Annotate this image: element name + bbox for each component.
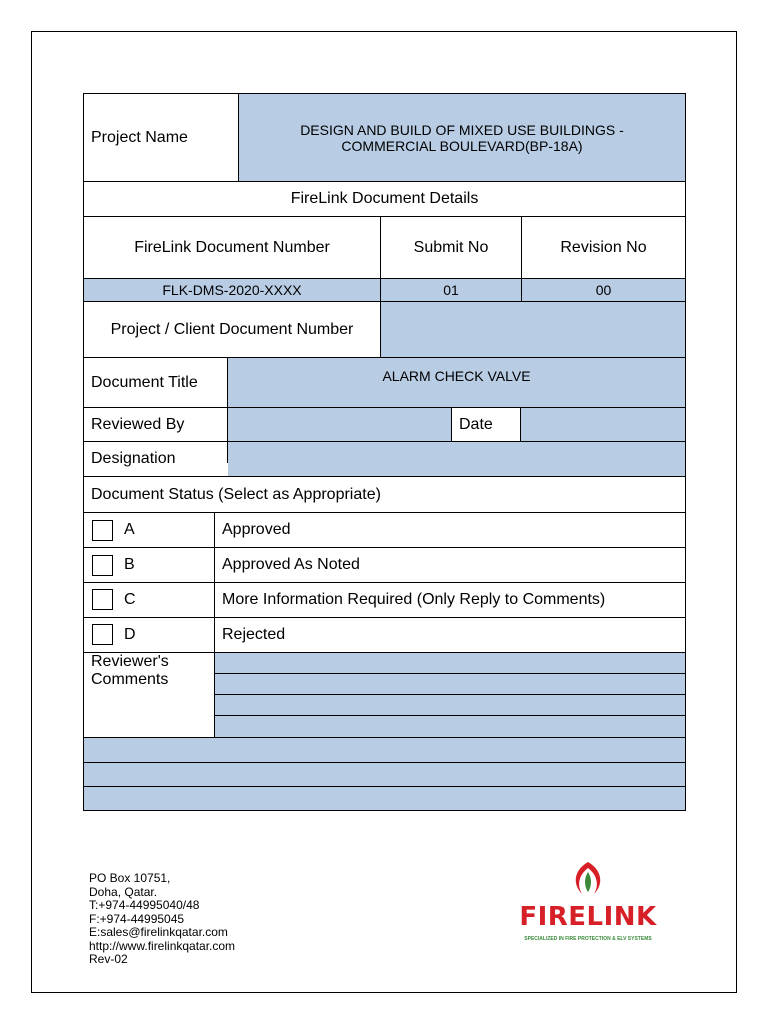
logo-tagline: SPECIALIZED IN FIRE PROTECTION & ELV SYSTEMS <box>524 936 652 942</box>
revision-no-value: 00 <box>522 279 685 301</box>
document-title-value: ALARM CHECK VALVE <box>228 358 685 407</box>
status-checkbox-b[interactable] <box>92 555 113 576</box>
submit-no-header: Submit No <box>413 238 489 256</box>
submit-no-value: 01 <box>381 279 521 301</box>
doc-number-header: FireLink Document Number <box>134 238 330 256</box>
contact-line-city: Doha, Qatar. <box>89 884 158 899</box>
status-code-b: B <box>124 556 135 573</box>
contact-info <box>89 872 235 967</box>
status-label-more-info: More Information Required (Only Reply to Comments) <box>222 591 606 608</box>
revision-label: Rev-02 <box>89 952 128 966</box>
status-code-d: D <box>124 626 136 643</box>
reviewed-by-label: Reviewed By <box>91 415 185 433</box>
status-checkbox-a[interactable] <box>92 520 113 541</box>
flame-icon <box>514 858 662 904</box>
designation-field[interactable] <box>228 442 685 476</box>
date-label: Date <box>459 415 493 433</box>
comment-line-3[interactable] <box>215 695 685 715</box>
revision-no-header: Revision No <box>560 238 647 256</box>
contact-line-email[interactable]: E:sales@firelinkqatar.com <box>89 925 228 939</box>
client-doc-number-field[interactable] <box>381 302 685 357</box>
contact-line-po-box: PO Box 10751, <box>89 871 171 885</box>
doc-number-value: FLK-DMS-2020-XXXX <box>84 279 380 301</box>
designation-label: Designation <box>91 450 176 467</box>
comment-line-6[interactable] <box>84 763 685 786</box>
status-checkbox-d[interactable] <box>92 624 113 645</box>
comment-line-5[interactable] <box>84 738 685 762</box>
document-status-heading: Document Status (Select as Appropriate) <box>91 485 381 503</box>
comment-line-1[interactable] <box>215 653 685 673</box>
status-checkbox-c[interactable] <box>92 589 113 610</box>
client-doc-number-label: Project / Client Document Number <box>110 320 354 338</box>
review-form <box>83 93 686 811</box>
reviewers-comments-label: Reviewer's Comments <box>91 653 169 688</box>
comment-line-4[interactable] <box>215 716 685 737</box>
status-label-approved-as-noted: Approved As Noted <box>222 556 360 573</box>
date-field[interactable] <box>521 408 685 441</box>
contact-line-phone: T:+974-44995040/48 <box>89 898 200 912</box>
status-label-approved: Approved <box>222 521 291 538</box>
comment-line-2[interactable] <box>215 674 685 694</box>
status-label-rejected: Rejected <box>222 626 286 643</box>
project-name-label: Project Name <box>91 128 188 146</box>
logo-wordmark: FIRELINK <box>519 902 657 932</box>
contact-line-website[interactable]: http://www.firelinkqatar.com <box>89 938 236 953</box>
status-code-a: A <box>124 521 135 538</box>
firelink-logo <box>514 858 662 948</box>
project-name-value: DESIGN AND BUILD OF MIXED USE BUILDINGS - COMMERCIAL BOULEVARD(BP-18A) <box>239 94 685 181</box>
comment-line-7[interactable] <box>84 787 685 810</box>
document-title-label: Document Title <box>91 373 198 391</box>
document-details-heading: FireLink Document Details <box>290 190 479 207</box>
contact-line-fax: F:+974-44995045 <box>89 911 185 926</box>
reviewed-by-field[interactable] <box>228 408 451 441</box>
status-code-c: C <box>124 591 136 608</box>
